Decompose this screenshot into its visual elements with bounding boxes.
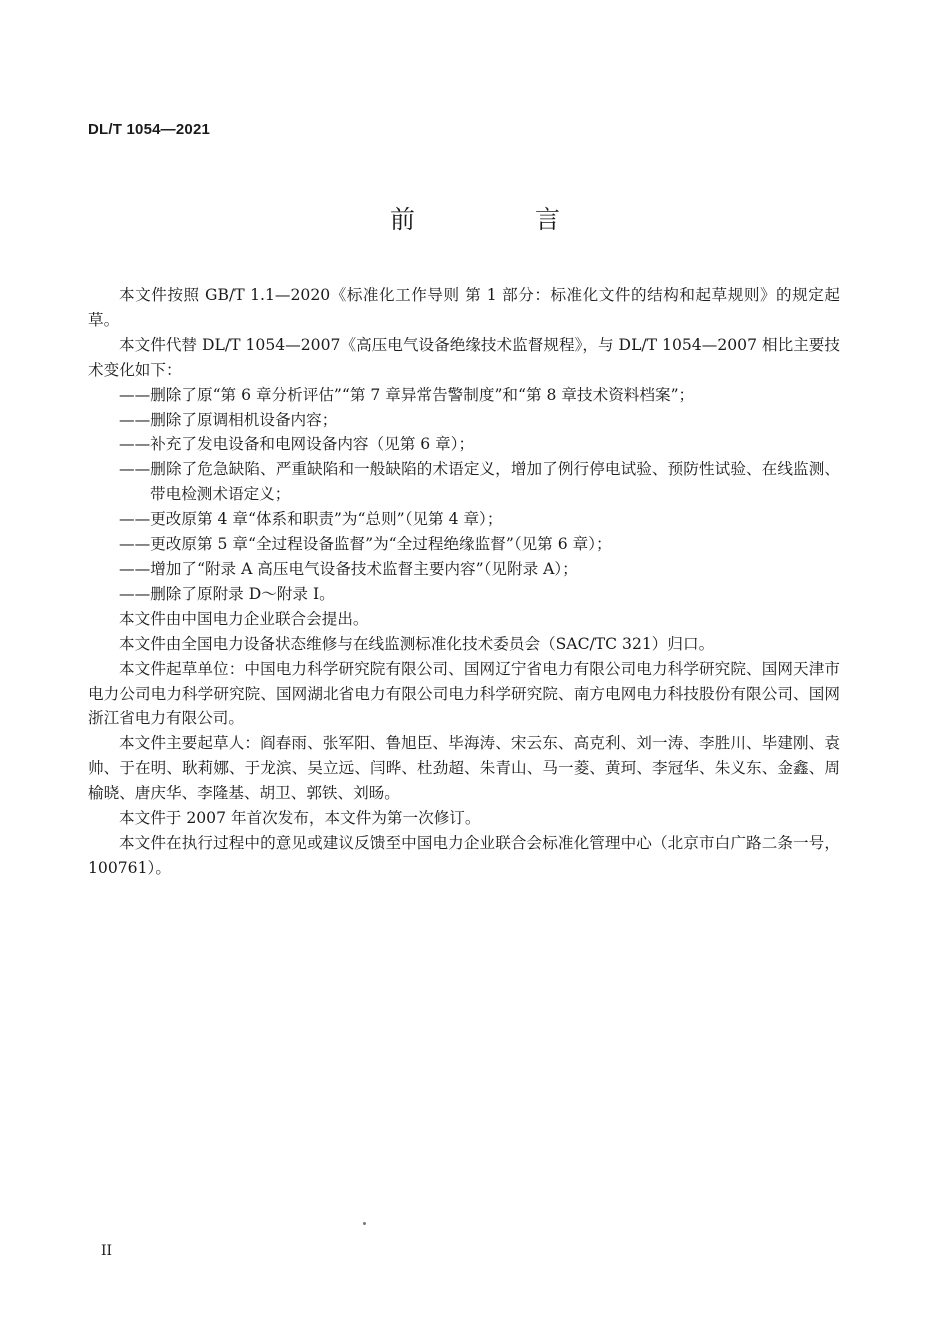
change-item: ——删除了原“第 6 章分析评估”“第 7 章异常告警制度”和“第 8 章技术资料档案”； [119, 385, 695, 404]
paragraph-replacement: 本文件代替 DL/T 1054—2007《高压电气设备绝缘技术监督规程》，与 DL/T 1054—2007 相比主要技术变化如下： [88, 335, 840, 379]
change-item: ——更改原第 5 章“全过程设备监督”为“全过程绝缘监督”（见第 6 章）； [119, 535, 612, 554]
paragraph-drafters: 本文件主要起草人：阎春雨、张军阳、鲁旭臣、毕海涛、宋云东、高克利、刘一涛、李胜川、毕建刚、袁帅、于在明、耿莉娜、于龙滨、吴立远、闫晔、杜劲超、朱青山、马一菱、黄珂、李冠华、朱义东、金鑫、周榆晓、唐庆华、李隆基、胡卫、郭铁、刘旸。 [88, 734, 840, 803]
scan-speck [363, 1222, 366, 1225]
change-item: ——删除了危急缺陷、严重缺陷和一般缺陷的术语定义，增加了例行停电试验、预防性试验、在线监测、带电检测术语定义； [119, 460, 840, 504]
page-title: 前 言 [390, 205, 616, 234]
page-number: II [101, 1243, 113, 1259]
paragraph-feedback: 本文件在执行过程中的意见或建议反馈至中国电力企业联合会标准化管理中心（北京市白广路二条一号，100761）。 [88, 833, 840, 877]
paragraph-technical-committee: 本文件由全国电力设备状态维修与在线监测标准化技术委员会（SAC/TC 321）归口。 [119, 634, 715, 653]
change-item: ——更改原第 4 章“体系和职责”为“总则”（见第 4 章）； [119, 510, 503, 529]
document-code: DL/T 1054—2021 [88, 121, 211, 138]
foreword-body [88, 283, 840, 881]
change-item: ——删除了原调相机设备内容； [119, 410, 338, 429]
paragraph-drafting-units: 本文件起草单位：中国电力科学研究院有限公司、国网辽宁省电力有限公司电力科学研究院、国网天津市电力公司电力科学研究院、国网湖北省电力有限公司电力科学研究院、南方电网电力科技股份有限公司、国网浙江省电力有限公司。 [88, 659, 840, 728]
paragraph-drafting-rules: 本文件按照 GB/T 1.1—2020《标准化工作导则 第 1 部分：标准化文件的结构和起草规则》的规定起草。 [88, 286, 840, 329]
paragraph-publication-history: 本文件于 2007 年首次发布，本文件为第一次修订。 [119, 809, 481, 828]
change-item: ——删除了原附录 D～附录 I。 [119, 584, 335, 603]
change-item: ——增加了“附录 A 高压电气设备技术监督主要内容”（见附录 A）； [119, 559, 578, 578]
paragraph-proposer: 本文件由中国电力企业联合会提出。 [119, 609, 369, 628]
change-item: ——补充了发电设备和电网设备内容（见第 6 章）； [119, 435, 475, 454]
